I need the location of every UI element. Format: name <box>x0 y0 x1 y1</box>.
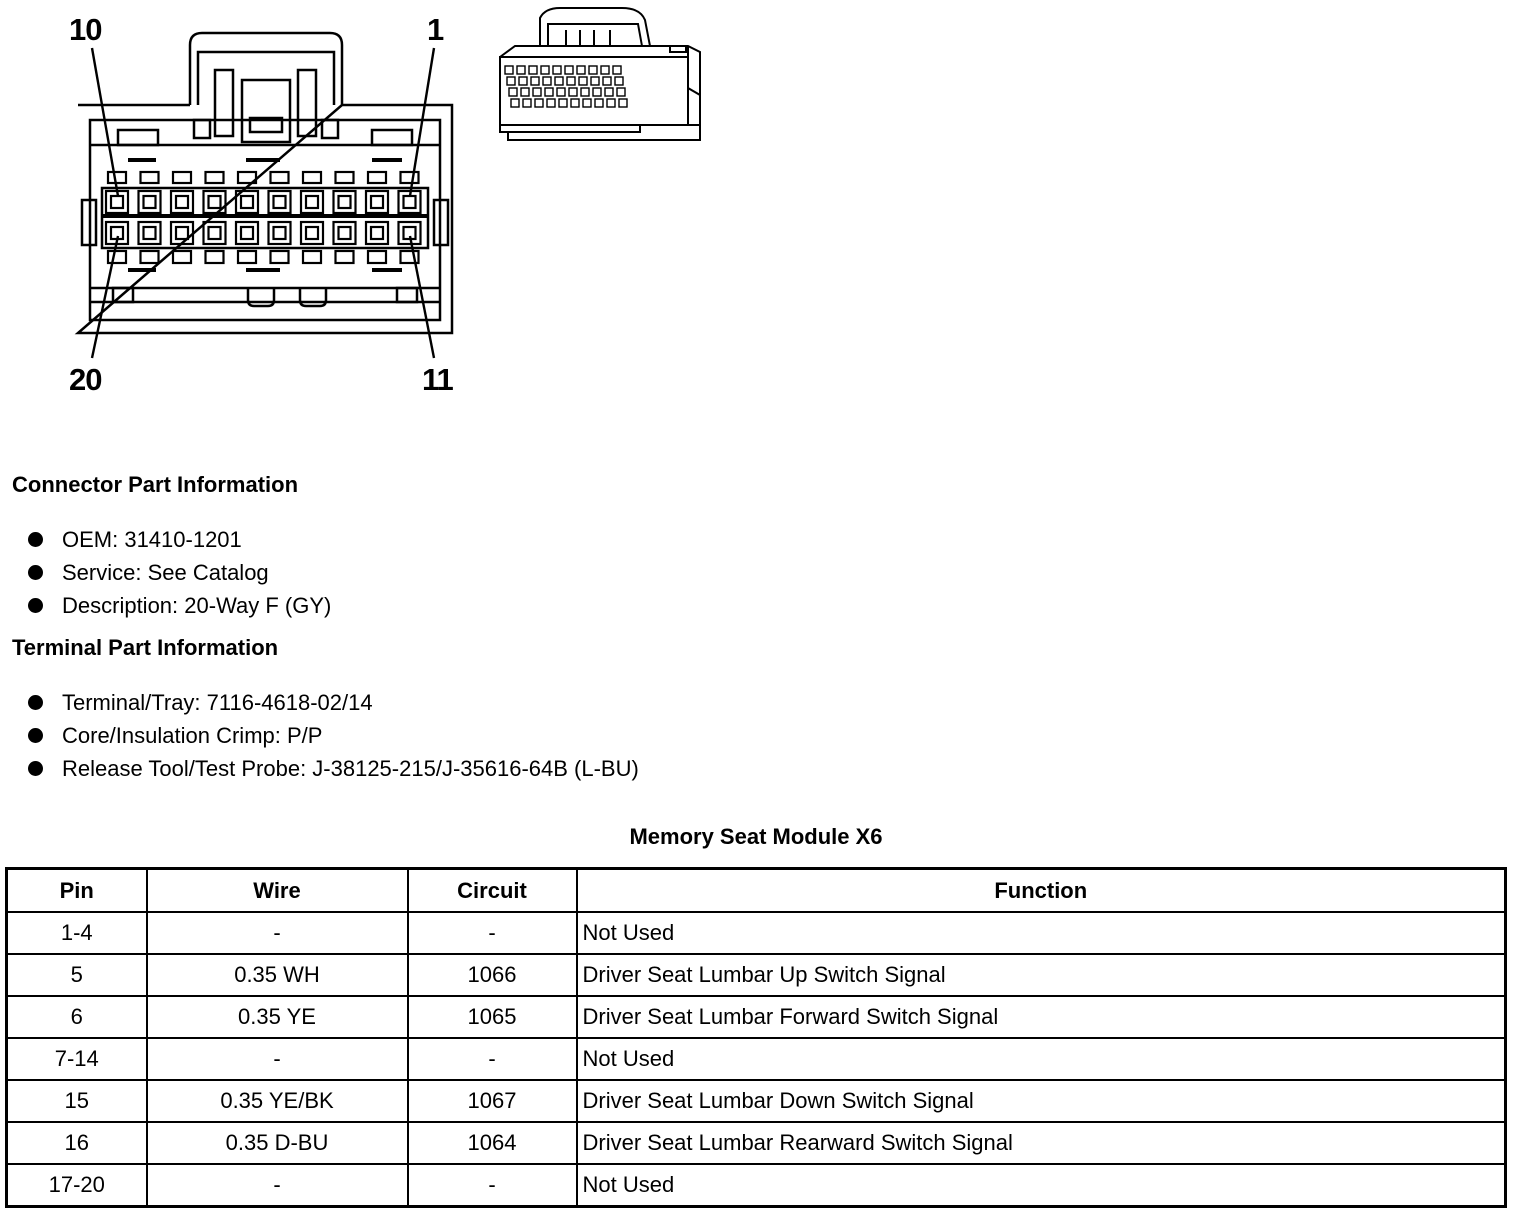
cell-function: Not Used <box>577 1164 1506 1207</box>
table-row <box>7 996 1506 1038</box>
terminal-info-list <box>26 686 639 785</box>
iso-connector-cavity <box>523 99 531 107</box>
iso-connector-cavity <box>591 77 599 85</box>
connector-cavity <box>141 172 159 183</box>
cell-wire: 0.35 WH <box>147 954 408 996</box>
connector-cavity <box>238 251 256 263</box>
connector-cavity <box>336 172 354 183</box>
list-item: Terminal/Tray: 7116-4618-02/14 <box>26 686 639 719</box>
cell-circuit: - <box>408 1038 577 1080</box>
connector-cavity <box>301 222 323 244</box>
connector-cavity <box>334 222 356 244</box>
cell-pin: 5 <box>7 954 147 996</box>
iso-connector-cavity <box>553 66 561 74</box>
cell-pin: 7-14 <box>7 1038 147 1080</box>
iso-connector-cavity <box>511 99 519 107</box>
cell-circuit: - <box>408 1164 577 1207</box>
iso-connector-cavity <box>569 88 577 96</box>
connector-info-list <box>26 523 331 622</box>
iso-connector-cavity <box>531 77 539 85</box>
iso-connector-cavity <box>583 99 591 107</box>
iso-connector-cavity <box>521 88 529 96</box>
iso-connector-cavity <box>589 66 597 74</box>
pin-label-11: 11 <box>422 362 453 397</box>
connector-cavity <box>139 222 161 244</box>
iso-connector-cavity <box>593 88 601 96</box>
connector-cavity <box>401 172 419 183</box>
connector-cavity <box>271 172 289 183</box>
iso-connector-cavity <box>541 66 549 74</box>
cell-pin: 15 <box>7 1080 147 1122</box>
connector-diagram <box>0 0 760 420</box>
connector-cavity <box>399 222 421 244</box>
connector-cavity <box>144 227 156 239</box>
connector-cavity <box>206 251 224 263</box>
connector-cavity <box>274 227 286 239</box>
connector-cavity <box>339 196 351 208</box>
cell-function: Driver Seat Lumbar Down Switch Signal <box>577 1080 1506 1122</box>
cell-circuit: 1065 <box>408 996 577 1038</box>
connector-cavity <box>209 227 221 239</box>
connector-cavity <box>111 196 123 208</box>
cell-function: Driver Seat Lumbar Forward Switch Signal <box>577 996 1506 1038</box>
list-item: Release Tool/Test Probe: J-38125-215/J-35616-64B (L-BU) <box>26 752 639 785</box>
cell-circuit: 1064 <box>408 1122 577 1164</box>
list-item: Service: See Catalog <box>26 556 331 589</box>
connector-cavity <box>366 222 388 244</box>
iso-connector-cavity <box>595 99 603 107</box>
connector-cavity <box>368 172 386 183</box>
connector-cavity <box>209 196 221 208</box>
cell-pin: 16 <box>7 1122 147 1164</box>
iso-connector-cavity <box>557 88 565 96</box>
pin-label-20: 20 <box>69 362 102 397</box>
connector-cavity <box>173 172 191 183</box>
iso-connector-cavity <box>615 77 623 85</box>
pin-label-1: 1 <box>427 12 444 47</box>
cell-function: Driver Seat Lumbar Rearward Switch Signal <box>577 1122 1506 1164</box>
iso-connector-cavity <box>567 77 575 85</box>
iso-connector-cavity <box>613 66 621 74</box>
connector-cavity <box>141 251 159 263</box>
connector-cavity <box>176 227 188 239</box>
connector-cavity <box>173 251 191 263</box>
connector-cavity <box>144 196 156 208</box>
cell-wire: - <box>147 912 408 954</box>
cell-wire: - <box>147 1164 408 1207</box>
connector-cavity <box>206 172 224 183</box>
connector-cavity <box>269 222 291 244</box>
iso-connector-cavity <box>517 66 525 74</box>
table-row <box>7 1164 1506 1207</box>
iso-connector-cavity <box>603 77 611 85</box>
header-pin: Pin <box>7 869 147 913</box>
iso-connector-cavity <box>555 77 563 85</box>
iso-connector-cavity <box>535 99 543 107</box>
connector-cavity <box>303 251 321 263</box>
connector-cavity <box>241 227 253 239</box>
iso-connector-cavity <box>509 88 517 96</box>
table-row <box>7 954 1506 996</box>
list-item: OEM: 31410-1201 <box>26 523 331 556</box>
list-item: Description: 20-Way F (GY) <box>26 589 331 622</box>
table-row <box>7 1080 1506 1122</box>
iso-connector-cavity <box>619 99 627 107</box>
iso-connector-cavity <box>579 77 587 85</box>
iso-connector-cavity <box>559 99 567 107</box>
header-function: Function <box>577 869 1506 913</box>
cell-circuit: 1067 <box>408 1080 577 1122</box>
iso-connector-cavity <box>505 66 513 74</box>
cell-wire: 0.35 D-BU <box>147 1122 408 1164</box>
cell-wire: - <box>147 1038 408 1080</box>
iso-connector-cavity <box>519 77 527 85</box>
connector-cavity <box>241 196 253 208</box>
connector-cavity <box>368 251 386 263</box>
cell-function: Not Used <box>577 912 1506 954</box>
connector-cavity <box>108 251 126 263</box>
cell-circuit: - <box>408 912 577 954</box>
connector-cavity <box>303 172 321 183</box>
cell-circuit: 1066 <box>408 954 577 996</box>
connector-cavity <box>336 251 354 263</box>
connector-cavity <box>306 227 318 239</box>
iso-connector-cavity <box>507 77 515 85</box>
table-row <box>7 912 1506 954</box>
cell-wire: 0.35 YE <box>147 996 408 1038</box>
iso-connector-cavity <box>581 88 589 96</box>
connector-cavity <box>371 227 383 239</box>
connector-cavity <box>306 196 318 208</box>
connector-cavity <box>339 227 351 239</box>
cell-function: Not Used <box>577 1038 1506 1080</box>
iso-connector-cavity <box>543 77 551 85</box>
list-item: Core/Insulation Crimp: P/P <box>26 719 639 752</box>
iso-connector-cavity <box>529 66 537 74</box>
connector-face-drawing <box>0 0 760 420</box>
connector-cavity <box>176 196 188 208</box>
iso-connector-cavity <box>565 66 573 74</box>
iso-connector-cavity <box>605 88 613 96</box>
iso-connector-cavity <box>601 66 609 74</box>
iso-connector-cavity <box>571 99 579 107</box>
cell-pin: 17-20 <box>7 1164 147 1207</box>
header-circuit: Circuit <box>408 869 577 913</box>
cell-pin: 6 <box>7 996 147 1038</box>
connector-cavity <box>236 222 258 244</box>
cell-function: Driver Seat Lumbar Up Switch Signal <box>577 954 1506 996</box>
iso-connector-cavity <box>607 99 615 107</box>
connector-cavity <box>204 222 226 244</box>
header-wire: Wire <box>147 869 408 913</box>
table-row <box>7 1038 1506 1080</box>
connector-cavity <box>371 196 383 208</box>
table-row <box>7 1122 1506 1164</box>
connector-cavity <box>171 222 193 244</box>
iso-connector-cavity <box>547 99 555 107</box>
connector-cavity <box>404 196 416 208</box>
pinout-table <box>5 867 1507 1208</box>
connector-info-heading: Connector Part Information <box>12 472 299 497</box>
table-header-row <box>7 869 1506 913</box>
connector-cavity <box>171 191 193 213</box>
iso-connector-cavity <box>533 88 541 96</box>
connector-cavity <box>108 172 126 183</box>
iso-connector-cavity <box>545 88 553 96</box>
pin-label-10: 10 <box>69 12 102 47</box>
table-title: Memory Seat Module X6 <box>629 824 883 849</box>
connector-cavity <box>334 191 356 213</box>
iso-connector-cavity <box>617 88 625 96</box>
connector-cavity <box>269 191 291 213</box>
cell-pin: 1-4 <box>7 912 147 954</box>
connector-cavity <box>366 191 388 213</box>
connector-cavity <box>301 191 323 213</box>
cell-wire: 0.35 YE/BK <box>147 1080 408 1122</box>
connector-cavity <box>139 191 161 213</box>
terminal-info-heading: Terminal Part Information <box>12 635 279 660</box>
iso-connector-cavity <box>577 66 585 74</box>
connector-cavity <box>271 251 289 263</box>
connector-cavity <box>274 196 286 208</box>
